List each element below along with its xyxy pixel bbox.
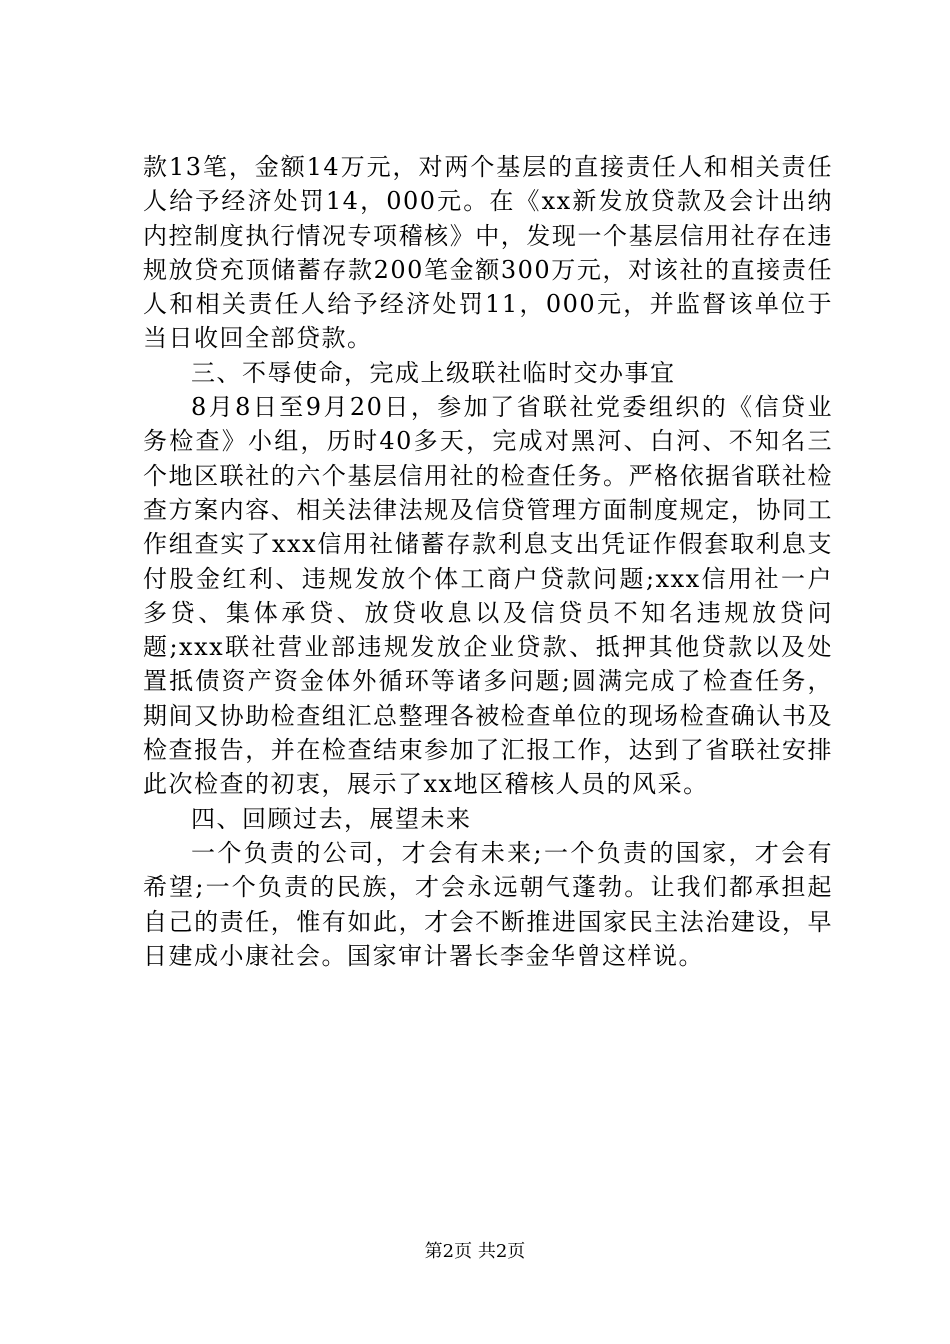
paragraph-1: 款13笔，金额14万元，对两个基层的直接责任人和相关责任人给予经济处罚14，000元。在《xx新发放贷款及会计出纳内控制度执行情况专项稽核》中，发现一个基层信用社存在违规放贷充顶储蓄存款200笔金额300万元，对该社的直接责任人和相关责任人给予经济处罚11，000元，并监督该单位于当日收回全部贷款。 — [143, 153, 833, 353]
paragraph-2: 8月8日至9月20日，参加了省联社党委组织的《信贷业务检查》小组，历时40多天，完成对黑河、白河、不知名三个地区联社的六个基层信用社的检查任务。严格依据省联社检查方案内容、相关法律法规及信贷管理方面制度规定，协同工作组查实了xxx信用社储蓄存款利息支出凭证作假套取利息支付股金红利、违规发放个体工商户贷款问题;xxx信用社一户多贷、集体承贷、放贷收息以及信贷员不知名违规放贷问题;xxx联社营业部违规发放企业贷款、抵押其他贷款以及处置抵债资产资金体外循环等诸多问题;圆满完成了检查任务，期间又协助检查组汇总整理各被检查单位的现场检查确认书及检查报告，并在检查结束参加了汇报工作，达到了省联社安排此次检查的初衷，展示了xx地区稽核人员的风采。 — [143, 393, 833, 799]
paragraph-3: 一个负责的公司，才会有未来;一个负责的国家，才会有希望;一个负责的民族，才会永远朝气蓬勃。让我们都承担起自己的责任，惟有如此，才会不断推进国家民主法治建设，早日建成小康社会。国家审计署长李金华曾这样说。 — [143, 838, 833, 970]
page-footer: 第2页 共2页 — [424, 1241, 526, 1262]
section-heading-3: 三、不辱使命，完成上级联社临时交办事宜 — [191, 358, 676, 387]
section-heading-4: 四、回顾过去，展望未来 — [191, 804, 472, 833]
document-body — [143, 150, 833, 973]
